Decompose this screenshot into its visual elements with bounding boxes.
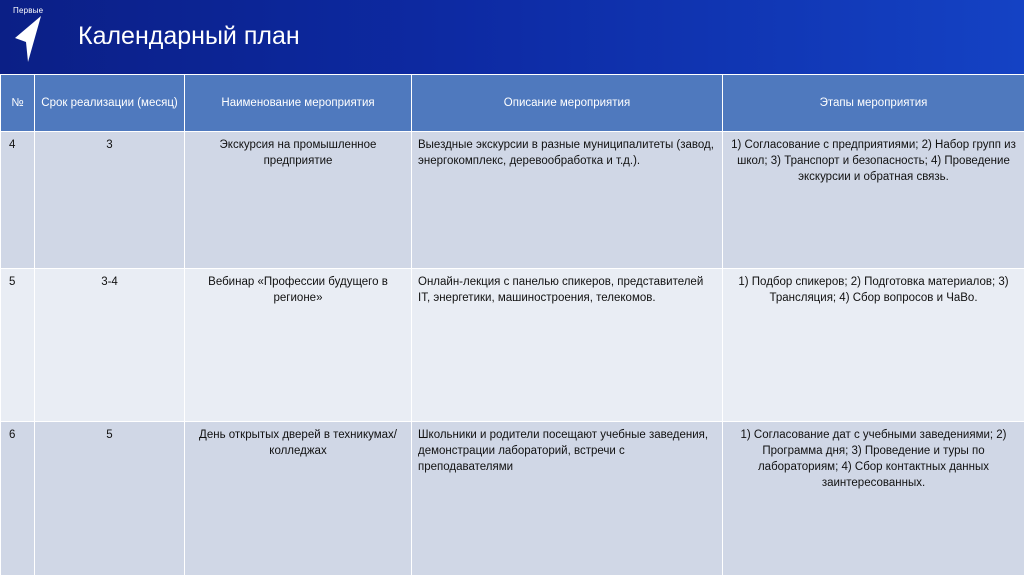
cell-description: Школьники и родители посещают учебные заведения, демонстрации лабораторий, встречи с преподавателями [412, 422, 723, 576]
cell-term: 3 [35, 132, 185, 269]
table-row [1, 269, 1024, 422]
table-row [1, 422, 1024, 576]
cell-name: Экскурсия на промышленное предприятие [185, 132, 412, 269]
logo-text: Первые [13, 6, 43, 15]
cell-number: 6 [1, 422, 35, 576]
cell-description: Выездные экскурсии в разные муниципалитеты (завод, энергокомплекс, деревообработка и т.д.). [412, 132, 723, 269]
column-header-description: Описание мероприятия [412, 75, 723, 132]
cell-term: 5 [35, 422, 185, 576]
cell-number: 5 [1, 269, 35, 422]
column-header-term: Срок реализации (месяц) [35, 75, 185, 132]
slide-header [0, 0, 1024, 74]
column-header-name: Наименование мероприятия [185, 75, 412, 132]
cell-description: Онлайн-лекция с панелью спикеров, представителей IT, энергетики, машиностроения, телекомов. [412, 269, 723, 422]
table-header-row [1, 75, 1024, 132]
cell-name: Вебинар «Профессии будущего в регионе» [185, 269, 412, 422]
logo-mark-icon [15, 16, 41, 62]
page-title: Календарный план [78, 22, 300, 51]
column-header-stages: Этапы мероприятия [723, 75, 1024, 132]
table-row [1, 132, 1024, 269]
calendar-plan-table [0, 74, 1024, 576]
cell-number: 4 [1, 132, 35, 269]
cell-stages: 1) Подбор спикеров; 2) Подготовка материалов; 3) Трансляция; 4) Сбор вопросов и ЧаВо. [723, 269, 1024, 422]
cell-term: 3-4 [35, 269, 185, 422]
cell-stages: 1) Согласование дат с учебными заведениями; 2) Программа дня; 3) Проведение и туры по лабораториям; 4) Сбор контактных данных заинтересованных. [723, 422, 1024, 576]
cell-stages: 1) Согласование с предприятиями; 2) Набор групп из школ; 3) Транспорт и безопасность; 4) Проведение экскурсии и обратная связь. [723, 132, 1024, 269]
cell-name: День открытых дверей в техникумах/колледжах [185, 422, 412, 576]
column-header-number: № [1, 75, 35, 132]
